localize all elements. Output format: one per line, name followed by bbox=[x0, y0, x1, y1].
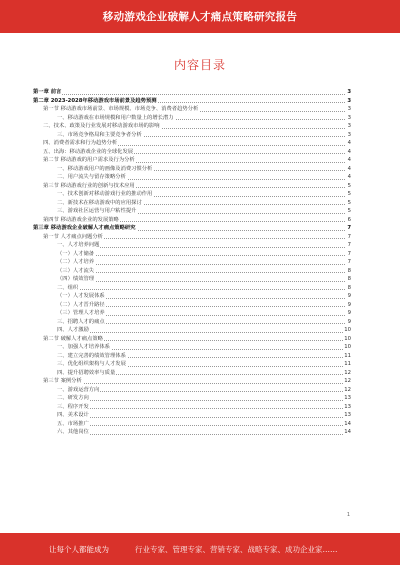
toc-entry-label: （一）人才储备 bbox=[57, 250, 95, 257]
toc-leader-dots bbox=[57, 264, 345, 265]
toc-entry[interactable] bbox=[33, 411, 351, 420]
toc-entry[interactable] bbox=[33, 343, 351, 352]
toc-entry-page: 13 bbox=[344, 403, 351, 410]
toc-entry-page: 4 bbox=[347, 140, 351, 146]
toc-entry[interactable] bbox=[33, 190, 351, 199]
toc-entry[interactable] bbox=[33, 360, 351, 369]
footer-slogan: 让每个人都能成为 bbox=[49, 545, 109, 554]
toc-entry-label: 第一节 人才痛点问题分析 bbox=[43, 233, 103, 240]
toc-entry-page: 8 bbox=[347, 276, 351, 282]
toc-entry[interactable] bbox=[33, 241, 351, 250]
toc-entry[interactable] bbox=[33, 403, 351, 412]
toc-entry-page: 3 bbox=[347, 89, 351, 95]
toc-entry-label: 四、消费者需求和行为趋势分析 bbox=[43, 140, 118, 146]
toc-entry[interactable] bbox=[33, 275, 351, 284]
toc-entry-page: 9 bbox=[347, 318, 351, 325]
toc-entry-label: 一、游戏运营方向 bbox=[57, 386, 100, 393]
toc-entry-page: 13 bbox=[344, 395, 351, 401]
toc-entry[interactable] bbox=[33, 284, 351, 293]
toc-entry[interactable] bbox=[33, 377, 351, 386]
footer-roles: 行业专家、管理专家、营销专家、战略专家、成功企业家…… bbox=[135, 545, 338, 554]
toc-entry[interactable] bbox=[33, 335, 351, 344]
toc-leader-dots bbox=[57, 281, 345, 282]
toc-entry-page: 14 bbox=[344, 420, 351, 427]
toc-entry-page: 4 bbox=[347, 165, 351, 172]
toc-entry-page: 9 bbox=[347, 293, 351, 299]
toc-entry-page: 12 bbox=[344, 369, 351, 376]
toc-entry-label: 一、移动游戏用户的画像及消费习惯分析 bbox=[57, 165, 153, 172]
toc-entry-page: 7 bbox=[347, 225, 351, 231]
toc-entry-label: 第三节 移动游戏行业的创新与技术应用 bbox=[43, 182, 135, 189]
toc-entry-label: （三）人才流失 bbox=[57, 267, 95, 274]
toc-entry-page: 7 bbox=[347, 233, 351, 240]
toc-leader-dots bbox=[57, 272, 345, 273]
toc-entry[interactable] bbox=[33, 97, 351, 106]
toc-entry-label: 二、建立完善的绩效管理体系 bbox=[57, 352, 126, 359]
toc-entry[interactable] bbox=[33, 216, 351, 225]
toc-entry-label: 一、人才培养问题 bbox=[57, 242, 100, 248]
toc-entry-page: 6 bbox=[347, 216, 351, 223]
toc-entry-label: 第三节 案例分析 bbox=[43, 378, 82, 384]
toc-entry[interactable] bbox=[33, 267, 351, 276]
toc-entry-page: 5 bbox=[347, 199, 351, 206]
toc-entry-label: 三、优化组织架构与人才发展 bbox=[57, 361, 126, 367]
toc-entry[interactable] bbox=[33, 156, 351, 165]
toc-entry-label: 四、美术设计 bbox=[57, 412, 89, 418]
toc-entry[interactable] bbox=[33, 233, 351, 242]
toc-entry-page: 3 bbox=[347, 114, 351, 121]
toc-entry-page: 4 bbox=[347, 148, 351, 155]
toc-leader-dots bbox=[43, 383, 345, 384]
toc-entry[interactable] bbox=[33, 301, 351, 310]
toc-entry[interactable] bbox=[33, 224, 351, 233]
toc-entry[interactable] bbox=[33, 326, 351, 335]
toc-entry-page: 9 bbox=[347, 301, 351, 308]
toc-entry[interactable] bbox=[33, 250, 351, 259]
toc-leader-dots bbox=[57, 255, 345, 256]
toc-entry-label: 三、游戏社区运营与用户粘性提升 bbox=[57, 208, 137, 214]
toc-entry-page: 13 bbox=[344, 412, 351, 418]
toc-entry-label: （二）人才晋升路径 bbox=[57, 301, 105, 308]
toc-entry-page: 3 bbox=[347, 131, 351, 138]
toc-entry-page: 10 bbox=[344, 335, 351, 342]
toc-entry-label: 第四节 移动游戏企业的发展策略 bbox=[43, 216, 119, 223]
toc-entry-label: 六、其他岗位 bbox=[57, 429, 89, 435]
toc-entry-page: 5 bbox=[347, 208, 351, 214]
toc-leader-dots bbox=[57, 289, 345, 290]
toc-entry-page: 10 bbox=[344, 327, 351, 333]
toc-entry-page: 11 bbox=[344, 352, 351, 359]
table-of-contents bbox=[33, 88, 351, 437]
toc-entry[interactable] bbox=[33, 394, 351, 403]
toc-entry[interactable] bbox=[33, 105, 351, 114]
toc-entry-label: 四、提升招聘效率与质量 bbox=[57, 369, 116, 376]
page-number: 1 bbox=[346, 512, 350, 518]
toc-entry-label: 一、加强人才培养体系 bbox=[57, 344, 110, 350]
toc-entry-page: 4 bbox=[347, 157, 351, 163]
toc-entry[interactable] bbox=[33, 122, 351, 131]
toc-entry-label: 二、新技术在移动游戏中的应用探讨 bbox=[57, 199, 142, 206]
toc-entry-page: 8 bbox=[347, 284, 351, 291]
toc-entry-page: 4 bbox=[347, 174, 351, 180]
toc-entry[interactable] bbox=[33, 318, 351, 327]
toc-entry[interactable] bbox=[33, 165, 351, 174]
toc-entry-label: （四）绩效管理 bbox=[57, 276, 95, 282]
footer-bar bbox=[0, 533, 400, 565]
toc-leader-dots bbox=[57, 425, 345, 426]
toc-entry-label: （三）管理人才培养 bbox=[57, 310, 105, 316]
toc-entry-page: 5 bbox=[347, 182, 351, 189]
toc-entry[interactable] bbox=[33, 199, 351, 208]
toc-entry-label: 第二节 破解人才痛点策略 bbox=[43, 335, 103, 342]
toc-entry-page: 11 bbox=[344, 361, 351, 367]
toc-leader-dots bbox=[57, 408, 345, 409]
toc-entry[interactable] bbox=[33, 139, 351, 148]
toc-entry-page: 3 bbox=[347, 97, 351, 104]
toc-entry-label: 第一章 前言 bbox=[33, 89, 62, 95]
toc-entry-label: 第二章 2023-2028年移动游戏市场前景及趋势预测 bbox=[33, 97, 157, 104]
toc-entry-label: 四、人才激励 bbox=[57, 327, 89, 333]
toc-entry[interactable] bbox=[33, 386, 351, 395]
toc-entry-page: 7 bbox=[347, 250, 351, 257]
toc-entry-page: 10 bbox=[344, 344, 351, 350]
toc-entry-label: 一、技术创新对移动游戏行业的推动作用 bbox=[57, 191, 153, 197]
toc-entry-page: 5 bbox=[347, 191, 351, 197]
toc-entry[interactable] bbox=[33, 182, 351, 191]
toc-leader-dots bbox=[57, 400, 345, 401]
toc-entry[interactable] bbox=[33, 428, 351, 437]
toc-entry-label: （一）人才发展体系 bbox=[57, 293, 105, 299]
toc-leader-dots bbox=[33, 94, 345, 95]
toc-entry[interactable] bbox=[33, 114, 351, 123]
toc-entry[interactable] bbox=[33, 420, 351, 429]
toc-entry[interactable] bbox=[33, 207, 351, 216]
report-header-bar bbox=[0, 0, 400, 33]
toc-entry[interactable] bbox=[33, 369, 351, 378]
toc-entry-label: 五、市场推广 bbox=[57, 420, 89, 427]
toc-entry-label: 二、研发方向 bbox=[57, 395, 89, 401]
report-title: 移动游戏企业破解人才痛点策略研究报告 bbox=[102, 11, 298, 23]
toc-entry[interactable] bbox=[33, 309, 351, 318]
toc-entry[interactable] bbox=[33, 173, 351, 182]
toc-entry-page: 3 bbox=[347, 123, 351, 129]
toc-title: 内容目录 bbox=[173, 58, 226, 72]
toc-entry-page: 12 bbox=[344, 378, 351, 384]
toc-entry-page: 14 bbox=[344, 429, 351, 435]
toc-entry-label: 二、组织 bbox=[57, 284, 79, 291]
toc-entry-label: 第三章 移动游戏企业破解人才痛点策略研究 bbox=[33, 225, 136, 231]
toc-entry-label: 三、市场竞争格局和主要竞争者分析 bbox=[57, 131, 142, 138]
toc-entry-label: （二）人才培养 bbox=[57, 259, 95, 265]
toc-entry[interactable] bbox=[33, 292, 351, 301]
toc-entry[interactable] bbox=[33, 88, 351, 97]
toc-entry-page: 3 bbox=[347, 106, 351, 112]
toc-entry-label: 五、出海：移动游戏企业的全球化发展 bbox=[43, 148, 134, 155]
toc-entry[interactable] bbox=[33, 352, 351, 361]
toc-entry-page: 8 bbox=[347, 267, 351, 274]
toc-entry-label: 二、用户流失与留存策略分析 bbox=[57, 174, 126, 180]
toc-entry-label: 三、程序开发 bbox=[57, 403, 89, 410]
toc-entry-label: 第一节 移动游戏市场前景、市场规模、市场竞争、消费者趋势分析 bbox=[43, 106, 199, 112]
toc-leader-dots bbox=[57, 332, 345, 333]
toc-entry-page: 7 bbox=[347, 242, 351, 248]
toc-entry-page: 9 bbox=[347, 310, 351, 316]
toc-entry-label: 一、移动游戏在市场规模和用户数量上的增长潜力 bbox=[57, 114, 174, 121]
toc-entry[interactable] bbox=[33, 148, 351, 157]
toc-leader-dots bbox=[57, 434, 345, 435]
toc-entry-page: 12 bbox=[344, 386, 351, 393]
toc-entry-page: 7 bbox=[347, 259, 351, 265]
toc-entry-label: 第二节 移动游戏的用户需求及行为分析 bbox=[43, 157, 135, 163]
toc-entry-label: 二、技术、政策及行业发展对移动游戏市场的影响 bbox=[43, 123, 160, 129]
toc-entry-label: 三、招聘人才的痛点 bbox=[57, 318, 105, 325]
toc-leader-dots bbox=[57, 417, 345, 418]
toc-entry[interactable] bbox=[33, 131, 351, 140]
toc-entry[interactable] bbox=[33, 258, 351, 267]
